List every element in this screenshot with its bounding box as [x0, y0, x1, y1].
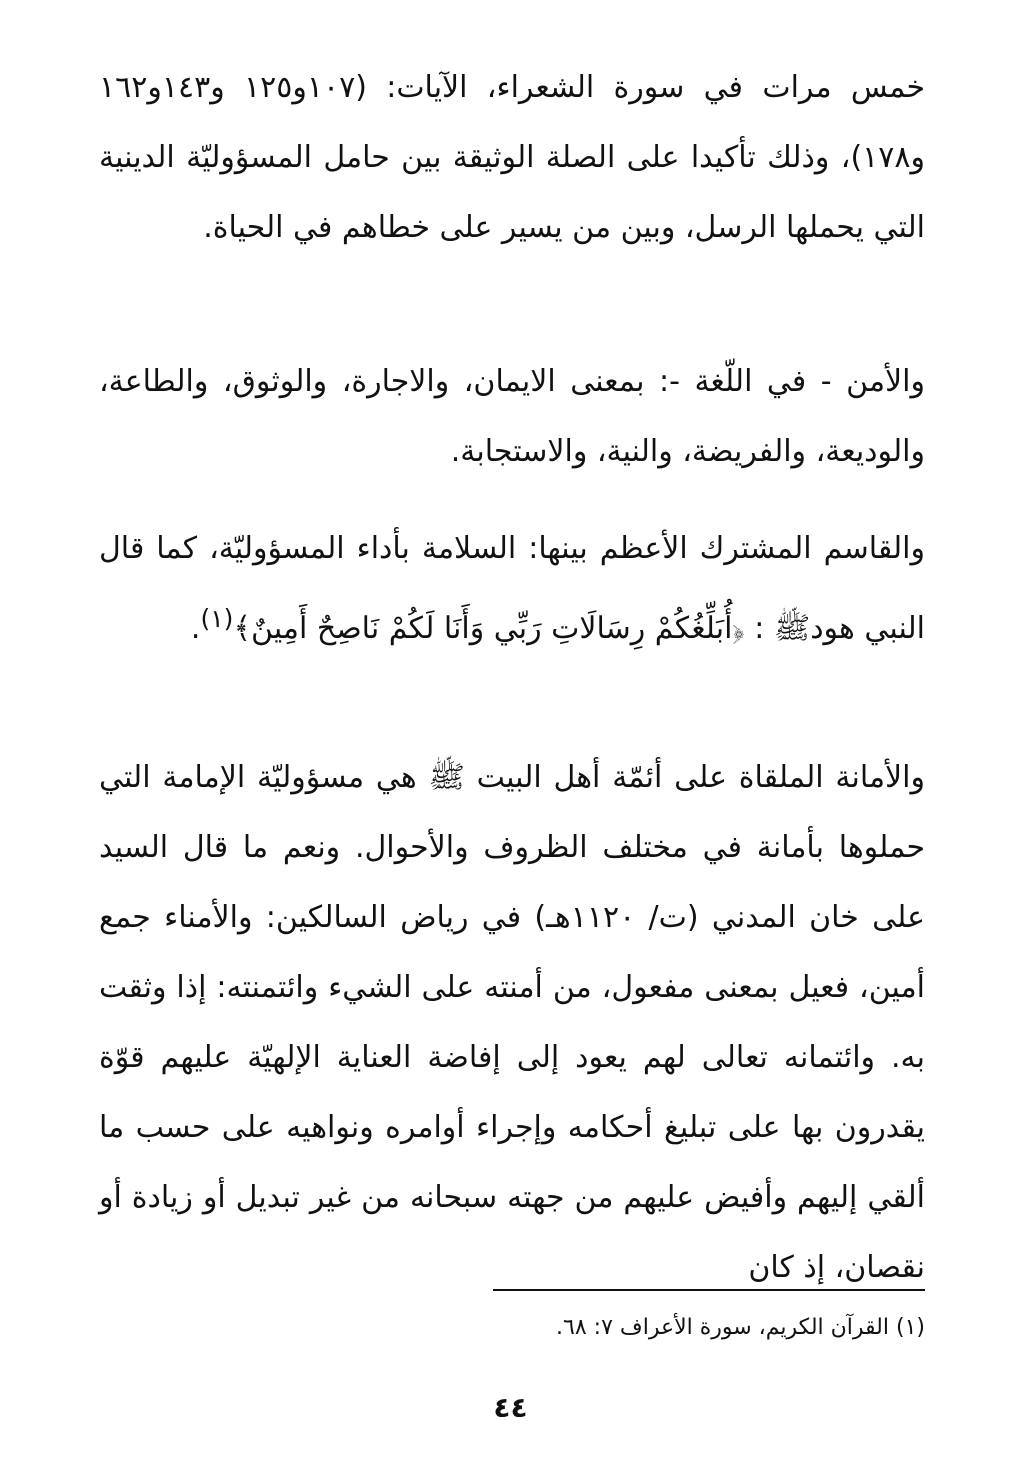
quranic-verse: أُبَلِّغُكُمْ رِسَالَاتِ رَبِّي وَأَنَا لَكُمْ نَاصِحٌ أَمِينٌ: [251, 611, 733, 646]
footnote-reference: (١): [200, 604, 234, 633]
footnote-divider: [493, 1289, 925, 1291]
paragraph-surah-ash-shuara: خمس مرات في سورة الشعراء، الآيات: (١٠٧و١٢٥ و١٤٣و١٦٢ و١٧٨)، وذلك تأكيدا على الصلة الوثيقة بين حامل المسؤوليّة الدينية التي يحملها الرسل، وبين من يسير على خطاهم في الحياة.: [99, 70, 925, 245]
paragraph-ending: .: [190, 611, 201, 646]
verse-open-bracket: : ﴿: [732, 611, 774, 646]
verse-close-bracket: ﴾: [233, 611, 252, 646]
paragraph-trust-of-imams: والأمانة الملقاة على أئمّة أهل البيت ﷺ هي مسؤوليّة الإمامة التي حملوها بأمانة في مختلف الظروف والأحوال. ونعم ما قال السيد على خان المدني (ت/ ١١٢٠هـ) في رياض السالكين: والأمناء جمع أمين، فعيل بمعنى مفعول، من أمنته على الشيء وائتمنته: إذا وثقت به. وائتمانه تعالى لهم يعود إلى إفاضة العناية الإلهيّة عليهم قوّة يقدرون بها على تبليغ أحكامه وإجراء أوامره ونواهيه على حسب ما ألقي إليهم وأفيض عليهم من جهته سبحانه من غير تبديل أو زيادة أو نقصان، إذ كان: [99, 760, 925, 1285]
paragraph-common-denominator: [99, 514, 925, 664]
page-number: ٤٤: [493, 1391, 528, 1424]
paragraph-intro: والقاسم المشترك الأعظم بينها: السلامة بأداء المسؤوليّة، كما قال النبي هود: [99, 531, 925, 646]
honorific-ligature: ﷺ: [773, 611, 811, 646]
paragraph-meaning-of-amn: والأمن - في اللّغة -: بمعنى الايمان، والاجارة، والوثوق، والطاعة، والوديعة، والفريضة، والنية، والاستجابة.: [99, 364, 925, 469]
footnote: (١) القرآن الكريم، سورة الأعراف ٧: ٦٨.: [556, 1315, 925, 1340]
